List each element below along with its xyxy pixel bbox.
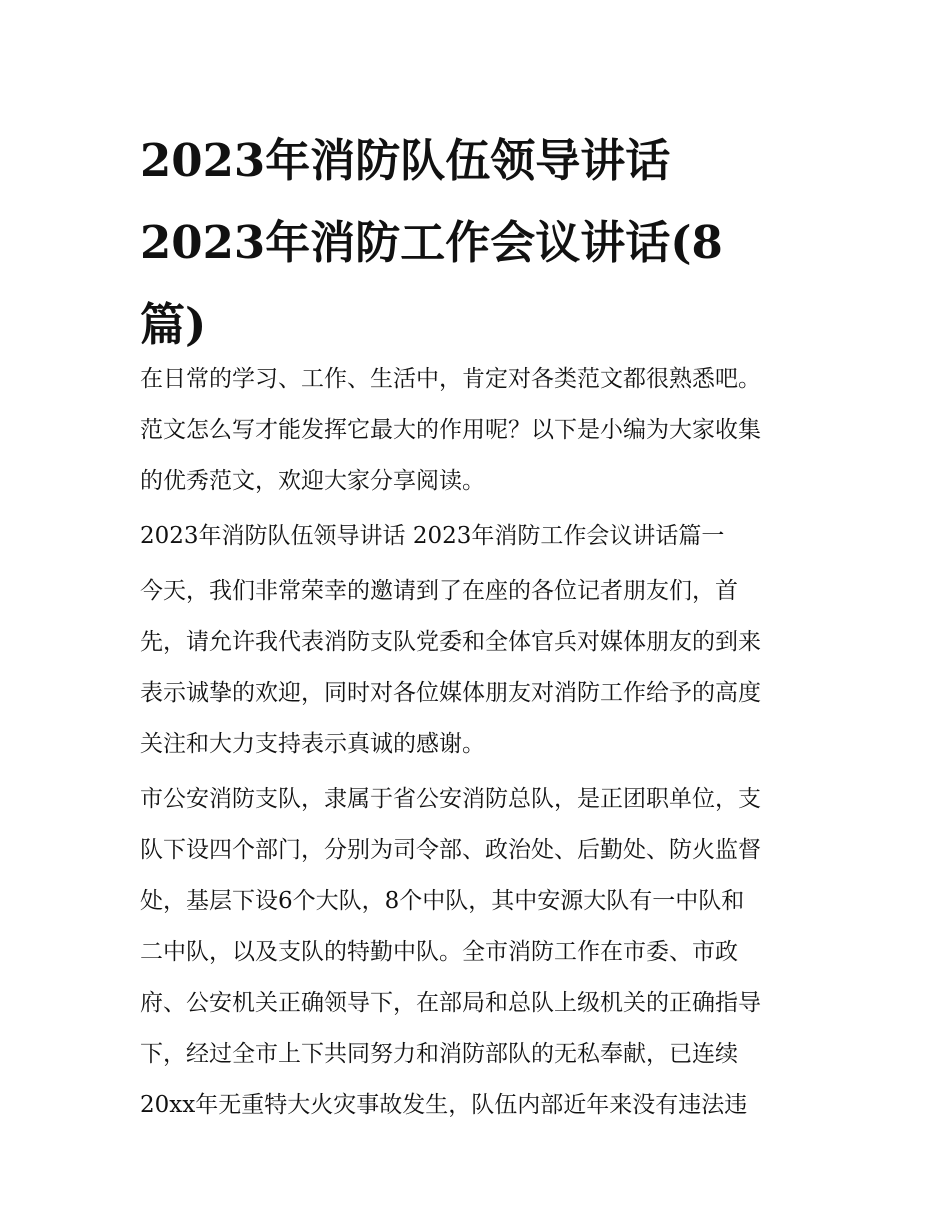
text-line: 的优秀范文，欢迎大家分享阅读。	[140, 468, 485, 494]
document-body	[140, 354, 820, 1135]
text-line: 范文怎么写才能发挥它最大的作用呢？以下是小编为大家收集	[140, 417, 761, 443]
section-heading	[140, 511, 820, 562]
text-line: 20xx年无重特大火灾事故发生，队伍内部近年来没有违法违	[140, 1092, 748, 1118]
document-title	[140, 120, 820, 366]
text-line: 队下设四个部门，分别为司令部、政治处、后勤处、防火监督	[140, 837, 761, 863]
title-line: 篇)	[140, 298, 207, 351]
text-line: 市公安消防支队，隶属于省公安消防总队，是正团职单位，支	[140, 786, 761, 812]
text-line: 2023年消防队伍领导讲话 2023年消防工作会议讲话篇一	[140, 523, 725, 549]
intro-paragraph	[140, 354, 820, 507]
body-paragraph	[140, 566, 820, 770]
body-paragraph	[140, 774, 820, 1131]
text-line: 表示诚挚的欢迎，同时对各位媒体朋友对消防工作给予的高度	[140, 680, 761, 706]
text-line: 关注和大力支持表示真诚的感谢。	[140, 731, 485, 757]
text-line: 二中队，以及支队的特勤中队。全市消防工作在市委、市政	[140, 939, 738, 965]
title-line: 2023年消防队伍领导讲话	[140, 134, 671, 187]
text-line: 今天，我们非常荣幸的邀请到了在座的各位记者朋友们，首	[140, 578, 738, 604]
title-line: 2023年消防工作会议讲话(8	[140, 216, 723, 269]
text-line: 先，请允许我代表消防支队党委和全体官兵对媒体朋友的到来	[140, 629, 761, 655]
text-line: 处，基层下设6个大队，8个中队，其中安源大队有一中队和	[140, 888, 745, 914]
text-line: 府、公安机关正确领导下，在部局和总队上级机关的正确指导	[140, 990, 761, 1016]
text-line: 下，经过全市上下共同努力和消防部队的无私奉献，已连续	[140, 1041, 738, 1067]
text-line: 在日常的学习、工作、生活中，肯定对各类范文都很熟悉吧。	[140, 366, 761, 392]
